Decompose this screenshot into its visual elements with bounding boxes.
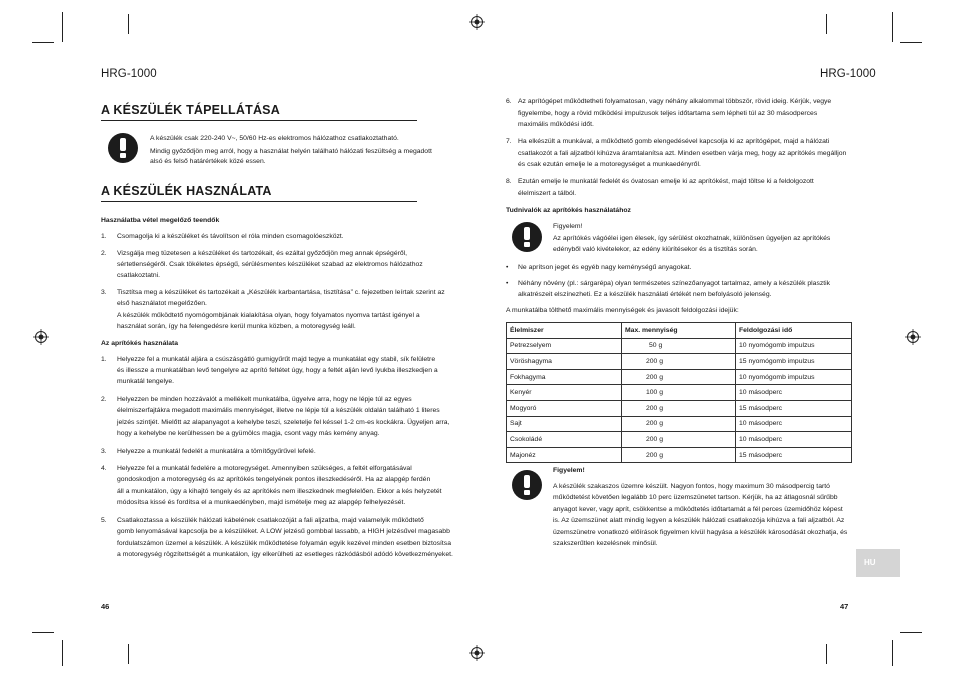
table-cell: 200 g [622, 400, 736, 416]
crop-mark [900, 42, 922, 43]
table-row [507, 416, 852, 432]
list-item-text: gomb lenyomásával kapcsolja be a készüléket. A LOW jelzésű gombbal lassabb, a HIGH jelzésűvel magasabb [117, 528, 450, 535]
list-item-text: sértetlenségéről. Csak tökéletes épségű, sérülésmentes készüléket szabad az elektromos hálózathoz [117, 261, 423, 268]
crop-mark [826, 644, 827, 664]
table-cell: 15 másodperc [736, 400, 852, 416]
table-cell: 200 g [622, 432, 736, 448]
table-cell: Sajt [507, 416, 622, 432]
table-cell: 200 g [622, 354, 736, 370]
table-intro: A munkatálba tölthető maximális mennyiségek és javasolt feldolgozási idejük: [506, 307, 739, 314]
list-item-text: Tisztítsa meg a készüléket és tartozékait a „Készülék karbantartása, tisztítása” c. fejezetben leírtak szerint az [117, 289, 445, 296]
table-cell: 10 másodperc [736, 432, 852, 448]
list-item-text: Vizsgálja meg tüzetesen a készüléket és tartozékait, és ezáltal győződjön meg annak épségéről, [117, 250, 408, 257]
bullet-text: Ne aprítson jeget és egyéb nagy keménységű anyagokat. [518, 264, 692, 271]
list-item-text: Helyezze a munkatál fedelét a munkatálra a tömítőgyűrűvel lefelé. [117, 448, 316, 455]
crop-mark [128, 644, 129, 664]
table-cell: Vöröshagyma [507, 354, 622, 370]
warning-text: anyagot kever, vagy aprít, csökkentse a működtetés időtartamát a fél perces üzemidőhöz képest [553, 506, 843, 513]
bullet-text: Néhány növény (pl.: sárgarépa) olyan természetes színezőanyagot tartalmaz, amely a készülék plasztik [518, 280, 831, 287]
list-item-text: áll a munkatálon, úgy a kihajtó tengely és az aprítókés nem illeszkednek megfelelően. Ekkor a kés helyzetét [117, 488, 442, 495]
list-item-text: Helyezzen be minden hozzávalót a mellékelt munkatálba, ügyelve arra, hogy ne lépje túl az egyes [117, 396, 412, 403]
list-item-text: jelzés szintjét. Mielőtt az alapanyagot a kehelybe teszi, szeletelje fel késsel 1-2 cm-es kockákra. Ügyeljen arra, [117, 419, 450, 426]
warning-text: A készülék szakaszos üzemre készült. Nagyon fontos, hogy maximum 30 másodpercig tartó [553, 483, 830, 490]
list-item-text: első használatot megelőzően. [117, 300, 207, 307]
warning-icon [512, 470, 542, 500]
table-cell: 15 nyomógomb impulzus [736, 354, 852, 370]
list-item-text: fordulatszámon üzemel a készülék. A készülék működtetése folyamán egyik kezével minden esetben biztosítsa [117, 540, 451, 547]
table-cell: 200 g [622, 447, 736, 463]
table-cell: Csokoládé [507, 432, 622, 448]
crop-mark [62, 12, 63, 42]
list-item-text: Az aprítógépet működtetheti folyamatosan, vagy néhány alkalommal többször, rövid ideig. Kérjük, vegye [518, 98, 832, 105]
warning-text: szakszerűtlen kezelésnek minősül. [553, 540, 658, 547]
crop-mark [892, 640, 893, 666]
list-number: 1. [101, 233, 107, 240]
table-header-row [507, 323, 852, 339]
table-cell: 100 g [622, 385, 736, 401]
list-item-text: élelmiszert a tálból. [518, 190, 577, 197]
subheading-usage: Az aprítókés használata [101, 340, 179, 347]
list-number: 2. [101, 250, 107, 257]
table-cell: 200 g [622, 369, 736, 385]
crop-mark [32, 42, 54, 43]
table-row [507, 447, 852, 463]
list-item-text: élelmiszerfajtákra megadott maximális mennyiséget, illetve ne lépje túl a készülék oldalán található 1 literes [117, 407, 440, 414]
warning-text: működtetést követően legalább 10 perc üzemszünetet tartson. Kérjük, ha az átlagosnál sűrűbb [553, 494, 838, 501]
table-row [507, 338, 852, 354]
section-title-usage: A KÉSZÜLÉK HASZNÁLATA [101, 184, 272, 198]
list-item-text: Helyezze fel a munkatál fedelére a motoregységet. Amennyiben szükséges, a feltét elforgatásával [117, 465, 412, 472]
registration-mark [469, 645, 485, 661]
list-item-text: és illessze a munkatálban levő tengelyre az aprító feltétet úgy, hogy a feltét alján levő lyukba illeszkedjen a [117, 367, 438, 374]
crop-mark [32, 632, 54, 633]
table-row [507, 354, 852, 370]
list-item-text: és csak ezután emelje le a motoregységet a munkaedényről. [518, 161, 701, 168]
warning-text: edényből való kivételekor, az edény kiürítésekor és a tisztítás során. [553, 246, 758, 253]
list-item-text: figyelembe, hogy a rövid működési impulzusok teljes időtartama sem lépheti túl az 30 másodperces [518, 110, 818, 117]
crop-mark [62, 640, 63, 666]
table-row [507, 400, 852, 416]
table-row [507, 369, 852, 385]
table-cell: Mogyoró [507, 400, 622, 416]
list-item-text: módosítsa kissé és fordítsa el a munkaedényben, majd ismételje meg az alapgép felhelyezését. [117, 499, 406, 506]
section-title-power: A KÉSZÜLÉK TÁPELLÁTÁSA [101, 103, 280, 117]
subheading-prep: Használatba vétel megelőző teendők [101, 217, 220, 224]
list-number: 3. [101, 448, 107, 455]
table-cell: 10 nyomógomb impulzus [736, 338, 852, 354]
bullet-icon: • [506, 280, 509, 287]
table-cell: 10 másodperc [736, 416, 852, 432]
warning-icon [108, 133, 138, 163]
section-rule [101, 120, 417, 121]
table-cell: Majonéz [507, 447, 622, 463]
list-number: 4. [101, 465, 107, 472]
warning-text: üzemszünetre vonatkozó előírások figyelmen kívül hagyása a készülék károsodását okozhatja, és [553, 529, 848, 536]
table-header-cell: Élelmiszer [507, 323, 622, 339]
warning-text: Az aprítókés vágóélei igen élesek, így sérülést okozhatnak, különösen ügyeljen az aprítókés [553, 235, 831, 242]
subheading-tips: Tudnivalók az aprítókés használatához [506, 207, 631, 214]
registration-mark [33, 329, 49, 345]
list-number: 8. [506, 178, 512, 185]
table-header-cell: Feldolgozási idő [736, 323, 852, 339]
list-item-text: a motoregység rögzítettségét a munkatálon, így elkerülheti az esetleges rázkódásból adódó következményeket. [117, 551, 453, 558]
list-item-text: maximális működési időt. [518, 121, 594, 128]
model-name: HRG-1000 [820, 68, 876, 80]
registration-mark [469, 14, 485, 30]
power-text-2a: Mindig győződjön meg arról, hogy a használat helyén található hálózati feszültség a megadott [150, 148, 432, 155]
list-number: 3. [101, 289, 107, 296]
list-number: 6. [506, 98, 512, 105]
list-number: 7. [506, 138, 512, 145]
list-item-text: A készülék működtető nyomógombjának kialakítása olyan, hogy folyamatos nyomva tartást igényel a [117, 312, 420, 319]
table-header-cell: Max. mennyiség [622, 323, 736, 339]
crop-mark [128, 14, 129, 34]
table-cell: Kenyér [507, 385, 622, 401]
list-item-text: csatlakoztatni. [117, 272, 161, 279]
list-item-text: csatlakozót a fali aljzatból kihúzva áramtalanítsa azt. Minden esetben várja meg, hogy az aprítókés megálljon [518, 150, 847, 157]
list-item-text: Ha elkészült a munkával, a működtető gomb elengedésével kapcsolja ki az aprítógépet, majd a hálózati [518, 138, 830, 145]
list-item-text: Csomagolja ki a készüléket és távolítson el róla minden csomagolóeszközt. [117, 233, 344, 240]
bullet-text: alkatrészeit elszínezheti. Ez a készülék használati értékét nem befolyásoló jelenség. [518, 291, 772, 298]
language-tab: HU [856, 549, 900, 577]
list-number: 5. [101, 517, 107, 524]
page-number: 47 [840, 602, 849, 611]
table-cell: 200 g [622, 416, 736, 432]
list-item-text: hogy a kehelybe ne kerülhessen be a gyümölcs magja, csont vagy más kemény anyag. [117, 430, 380, 437]
list-item-text: használat során, így ha felengedésre kerül munka közben, a motoregység leáll. [117, 323, 356, 330]
list-item-text: Csatlakoztassa a készülék hálózati kábelének csatlakozóját a fali aljzatba, majd valamelyik működtető [117, 517, 424, 524]
bullet-icon: • [506, 264, 509, 271]
table-cell: Petrezselyem [507, 338, 622, 354]
page-number: 46 [101, 602, 110, 611]
crop-mark [900, 632, 922, 633]
table-cell: 50 g [622, 338, 736, 354]
list-number: 2. [101, 396, 107, 403]
list-number: 1. [101, 356, 107, 363]
table-cell: Fokhagyma [507, 369, 622, 385]
list-item-text: Ezután emelje le munkatál fedelét és óvatosan emelje ki az aprítókést, majd töltse ki a feldolgozott [518, 178, 814, 185]
power-text-1: A készülék csak 220-240 V~, 50/60 Hz-es elektromos hálózathoz csatlakoztatható. [150, 135, 399, 142]
warning-icon [512, 222, 542, 252]
table-row [507, 432, 852, 448]
crop-mark [826, 14, 827, 34]
model-name: HRG-1000 [101, 68, 157, 80]
table-cell: 10 másodperc [736, 385, 852, 401]
list-item-text: gondoskodjon a motoregység és az aprítókés tengelyének pontos illeszkedéséről. Ha az alapgép ferdén [117, 476, 431, 483]
list-item-text: munkatál tengelye. [117, 378, 175, 385]
crop-mark [892, 12, 893, 42]
power-text-2b: alsó és felső határértékek közé essen. [150, 158, 266, 165]
table-cell: 15 másodperc [736, 447, 852, 463]
food-table [506, 322, 852, 463]
list-item-text: Helyezze fel a munkatál aljára a csúszásgátló gumigyűrűt majd tegye a munkatálat egy stabil, sík felületre [117, 356, 436, 363]
warning-heading: Figyelem! [553, 223, 583, 230]
warning-heading: Figyelem! [553, 467, 585, 474]
table-row [507, 385, 852, 401]
table-cell: 10 nyomógomb impulzus [736, 369, 852, 385]
warning-text: is. Az üzemszünet alatt mindig legyen a készülék hálózati csatlakozója kihúzva a fali aljzatból. Az [553, 517, 845, 524]
section-rule [101, 201, 417, 202]
registration-mark [905, 329, 921, 345]
